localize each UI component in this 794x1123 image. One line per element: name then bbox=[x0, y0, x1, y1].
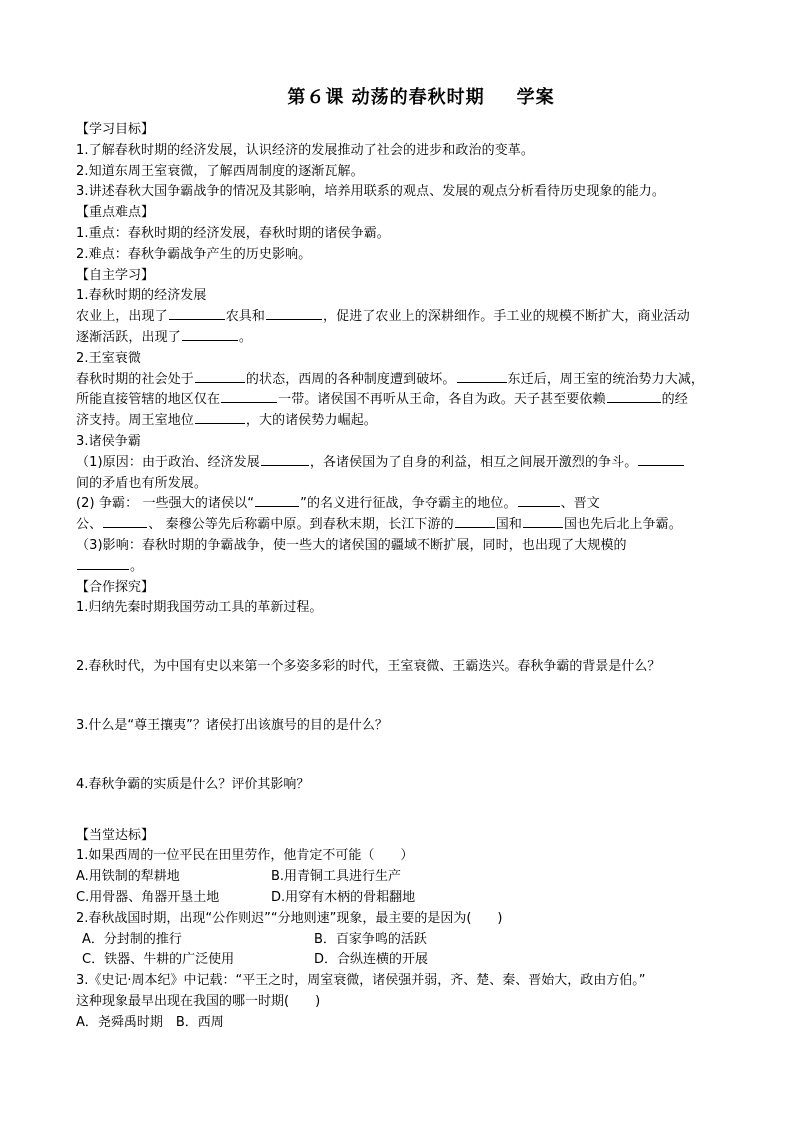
fill-line: 农业上，出现了 农具和 ，促进了农业上的深耕细作。手工业的规模不断扩大，商业活动 bbox=[76, 309, 690, 325]
subheading: 1.春秋时期的经济发展 bbox=[76, 288, 207, 304]
goal-item: 2.知道东周王室衰微，了解西周制度的逐渐瓦解。 bbox=[76, 163, 364, 179]
option-row bbox=[76, 867, 726, 888]
question: 2.春秋时代，为中国有史以来第一个多姿多彩的时代，王室衰微、王霸迭兴。春秋争霸的背景是什么？ bbox=[76, 659, 661, 675]
fill-line: 春秋时期的社会处于 的状态，西周的各种制度遭到破坏。 东迁后，周王室的统治势力大减， bbox=[76, 371, 705, 387]
question: 这种现象最早出现在我国的哪一时期( ) bbox=[76, 993, 321, 1009]
fill-line: 公、 、 秦穆公等先后称霸中原。到春秋末期，长江下游的 国和 国也先后北上争霸。 bbox=[76, 517, 682, 533]
section-heading-key: 【重点难点】 bbox=[76, 205, 155, 221]
blank[interactable] bbox=[221, 390, 277, 403]
option[interactable]: C．铁器、牛耕的广泛使用 bbox=[82, 952, 235, 968]
question: 3.《史记·周本纪》中记载：“平王之时，周室衰微，诸侯强并弱，齐、楚、秦、晋始大，政由方伯。” bbox=[76, 973, 646, 989]
option-row: A．尧舜禹时期 B．西周 bbox=[76, 1014, 224, 1030]
blank[interactable] bbox=[607, 390, 661, 403]
key-item: 1.重点：春秋时期的经济发展，春秋时期的诸侯争霸。 bbox=[76, 225, 390, 241]
question: 1.归纳先秦时期我国劳动工具的革新过程。 bbox=[76, 600, 323, 616]
fill-line: 逐渐活跃，出现了 。 bbox=[76, 329, 252, 345]
fill-line: 济支持。周王室地位 ，大的诸侯势力崛起。 bbox=[76, 413, 377, 429]
option[interactable]: B．百家争鸣的活跃 bbox=[314, 931, 427, 947]
blank[interactable] bbox=[457, 370, 507, 383]
fill-line: (2) 争霸： 一些强大的诸侯以“ ”的名义进行征战，争夺霸主的地位。 、晋文 bbox=[76, 496, 600, 512]
title-suffix: 学案 bbox=[516, 87, 555, 108]
key-item: 2.难点：春秋争霸战争产生的历史影响。 bbox=[76, 246, 312, 262]
section-heading-goals: 【学习目标】 bbox=[76, 122, 155, 137]
blank[interactable] bbox=[518, 494, 560, 507]
fill-line: （3)影响：春秋时期的争霸战争，使一些大的诸侯国的疆域不断扩展，同时，也出现了大规模的 bbox=[76, 537, 627, 553]
fill-line: （1)原因：由于政治、经济发展 ，各诸侯国为了自身的利益，相互之间展开激烈的争斗。 bbox=[76, 453, 726, 474]
goal-item: 3.讲述春秋大国争霸战争的情况及其影响，培养用联系的观点、发展的观点分析看待历史现象的能力。 bbox=[76, 184, 666, 200]
question: 3.什么是“尊王攘夷”？诸侯打出该旗号的目的是什么？ bbox=[76, 717, 388, 733]
document bbox=[76, 86, 726, 1033]
question: 4.春秋争霸的实质是什么？评价其影响？ bbox=[76, 776, 310, 792]
blank[interactable] bbox=[455, 515, 495, 528]
section-heading-test: 【当堂达标】 bbox=[76, 827, 155, 843]
option-row bbox=[76, 888, 726, 909]
option[interactable]: A.用铁制的犁耕地 bbox=[76, 869, 180, 885]
option[interactable]: D．合纵连横的开展 bbox=[314, 952, 429, 968]
option[interactable]: B.用青铜工具进行生产 bbox=[271, 869, 402, 885]
fill-line: 间的矛盾也有所发展。 bbox=[76, 475, 208, 491]
blank[interactable] bbox=[103, 515, 147, 528]
blank[interactable] bbox=[523, 515, 563, 528]
option[interactable]: D.用穿有木柄的骨耜翻地 bbox=[271, 889, 416, 905]
blank[interactable] bbox=[255, 494, 299, 507]
blank[interactable] bbox=[77, 557, 129, 570]
fill-line: 所能直接管辖的地区仅在 一带。诸侯国不再听从王命，各自为政。天子甚至要依赖 的经 bbox=[76, 392, 688, 408]
option[interactable]: A．分封制的推行 bbox=[82, 931, 182, 947]
option-row bbox=[76, 930, 726, 951]
blank[interactable] bbox=[195, 370, 245, 383]
question: 2.春秋战国时期，出现“公作则迟”“分地则速”现象，最主要的是因为( ) bbox=[76, 910, 503, 926]
option-row bbox=[76, 950, 726, 971]
question: 1.如果西周的一位平民在田里劳作，他肯定不可能（ ） bbox=[76, 848, 414, 864]
title-main: 第６课 动荡的春秋时期 bbox=[287, 87, 485, 108]
fill-line: 。 bbox=[76, 557, 726, 578]
option[interactable]: C.用骨器、角器开垦土地 bbox=[76, 889, 220, 905]
blank[interactable] bbox=[266, 307, 322, 320]
subheading: 3.诸侯争霸 bbox=[76, 433, 142, 449]
blank[interactable] bbox=[261, 453, 309, 466]
blank[interactable] bbox=[169, 307, 225, 320]
blank[interactable] bbox=[638, 453, 684, 466]
subheading: 2.王室衰微 bbox=[76, 350, 142, 366]
page-title bbox=[116, 86, 726, 110]
blank[interactable] bbox=[195, 411, 245, 424]
blank[interactable] bbox=[182, 328, 238, 341]
section-heading-coop: 【合作探究】 bbox=[76, 579, 155, 595]
goal-item: 1.了解春秋时期的经济发展，认识经济的发展推动了社会的进步和政治的变革。 bbox=[76, 142, 535, 158]
section-heading-self: 【自主学习】 bbox=[76, 267, 155, 283]
